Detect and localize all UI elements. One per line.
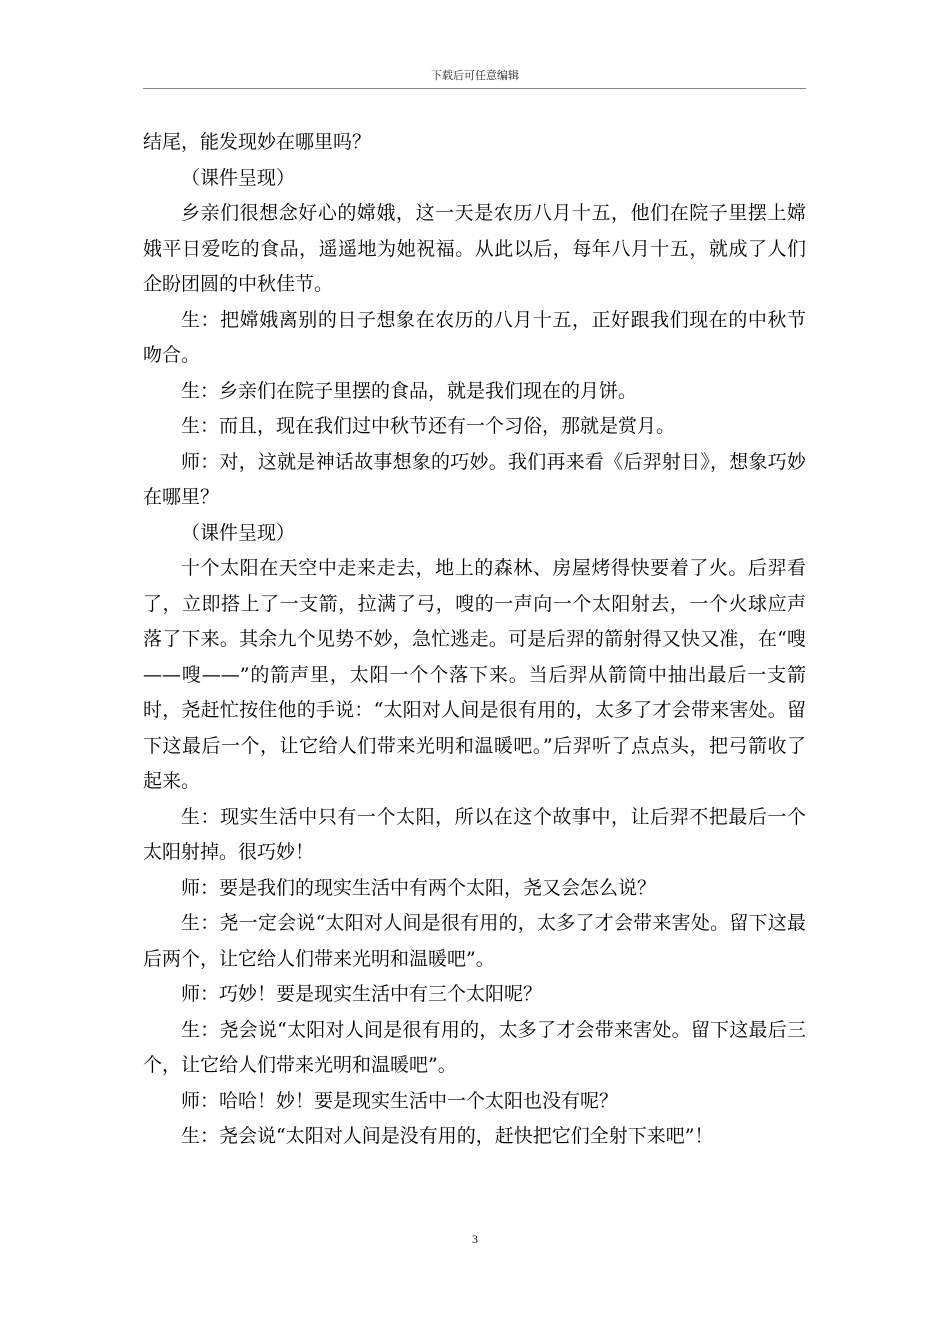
page-number: 3 [472, 1232, 478, 1246]
paragraph: 师：哈哈！妙！要是现实生活中一个太阳也没有呢？ [181, 1089, 619, 1112]
paragraph: 生：尧会说“太阳对人间是没有用的，赶快把它们全射下来吧”！ [181, 1125, 714, 1147]
paragraph: 生：尧会说“太阳对人间是很有用的，太多了才会带来害处。留下这最后三个，让它给人们带来光明和温暖吧”。 [143, 1018, 806, 1076]
page-header: 下载后可任意编辑 [431, 69, 519, 82]
paragraph: 生：尧一定会说“太阳对人间是很有用的，太多了才会带来害处。留下这最后两个，让它给人们带来光明和温暖吧”。 [143, 912, 806, 970]
paragraph: 乡亲们很想念好心的嫦娥，这一天是农历八月十五，他们在院子里摆上嫦娥平日爱吃的食品，遥遥地为她祝福。从此以后，每年八月十五，就成了人们企盼团圆的中秋佳节。 [143, 202, 806, 295]
paragraph: （课件呈现） [181, 521, 296, 544]
paragraph: 师：对，这就是神话故事想象的巧妙。我们再来看《后羿射日》，想象巧妙在哪里？ [143, 450, 806, 508]
paragraph: 生：乡亲们在院子里摆的食品，就是我们现在的月饼。 [181, 379, 638, 402]
paragraph: 师：巧妙！要是现实生活中有三个太阳呢？ [181, 983, 543, 1005]
header-rule [143, 88, 806, 89]
paragraph: 师：要是我们的现实生活中有两个太阳，尧又会怎么说？ [181, 876, 657, 899]
paragraph: （课件呈现） [181, 166, 296, 189]
paragraph: 结尾，能发现妙在哪里吗？ [143, 131, 372, 153]
paragraph: 十个太阳在天空中走来走去，地上的森林、房屋烤得快要着了火。后羿看了，立即搭上了一支箭，拉满了弓，嗖的一声向一个太阳射去，一个火球应声落了下来。其余九个见势不妙，急忙逃走。可是后羿的箭射得又快又准，在“嗖——嗖——”的箭声里，太阳一个个落下来。当后羿从箭筒中抽出最后一支箭时，尧赶忙按住他的手说：“太阳对人间是很有用的，太多了才会带来害处。留下这最后一个，让它给人们带来光明和温暖吧。”后羿听了点点头，把弓箭收了起来。 [143, 557, 806, 792]
paragraph: 生：而且，现在我们过中秋节还有一个习俗，那就是赏月。 [181, 415, 676, 437]
paragraph: 生：把嫦娥离别的日子想象在农历的八月十五，正好跟我们现在的中秋节吻合。 [143, 308, 806, 366]
paragraph: 生：现实生活中只有一个太阳，所以在这个故事中，让后羿不把最后一个太阳射掉。很巧妙！ [143, 805, 806, 863]
document-body [143, 125, 806, 1155]
